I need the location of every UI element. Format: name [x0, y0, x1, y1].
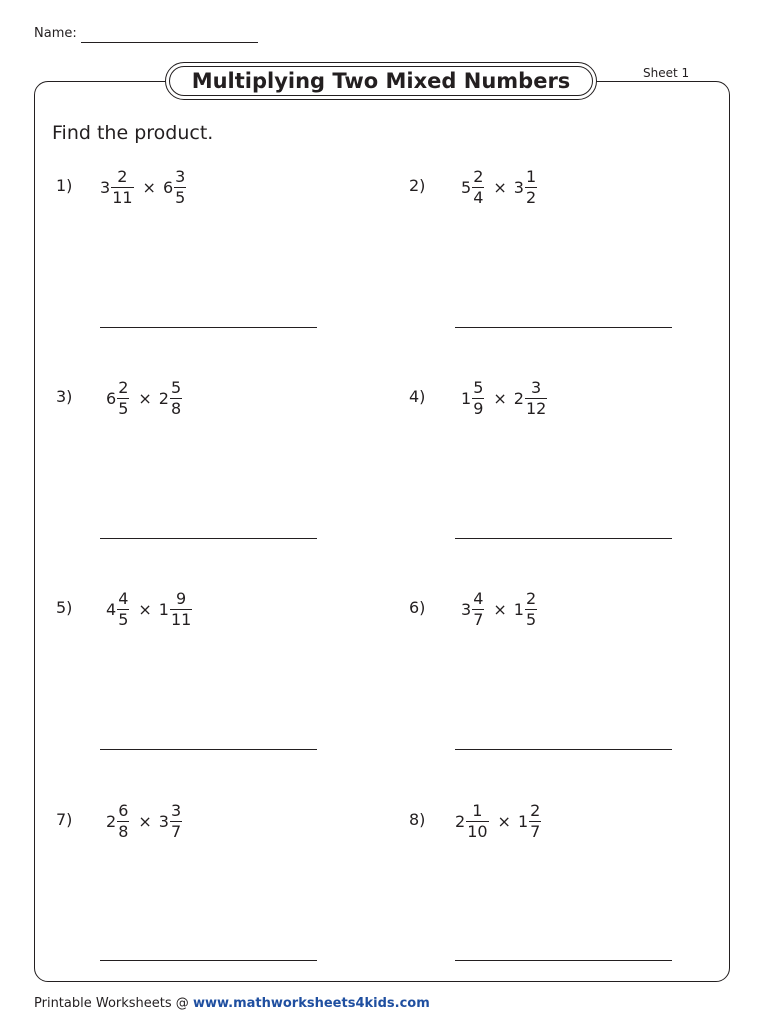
times-sign: × [493, 388, 507, 408]
answer-line-2[interactable] [455, 327, 672, 328]
denominator: 7 [170, 821, 182, 841]
name-label: Name: [34, 26, 77, 41]
whole-number: 3 [158, 811, 169, 831]
whole-number: 1 [461, 388, 472, 408]
problem-number: 3) [56, 387, 73, 406]
fraction [525, 588, 537, 629]
times-sign: × [138, 388, 152, 408]
denominator: 2 [525, 187, 537, 207]
whole-number: 3 [100, 177, 111, 197]
fraction [466, 800, 488, 841]
fraction [111, 166, 133, 207]
numerator: 4 [118, 588, 129, 608]
numerator: 9 [176, 588, 187, 608]
numerator: 1 [525, 166, 537, 186]
answer-line-8[interactable] [455, 960, 672, 961]
numerator: 5 [473, 377, 484, 397]
times-sign: × [497, 811, 511, 831]
denominator: 5 [175, 187, 186, 207]
times-sign: × [138, 599, 152, 619]
sheet-label: Sheet 1 [643, 66, 690, 80]
footer-prefix: Printable Worksheets @ [34, 996, 193, 1011]
answer-line-4[interactable] [455, 538, 672, 539]
whole-number: 6 [106, 388, 117, 408]
times-sign: × [493, 599, 507, 619]
problem-expression [461, 373, 549, 423]
numerator: 3 [170, 800, 182, 820]
denominator: 10 [467, 821, 488, 841]
numerator: 4 [473, 588, 484, 608]
fraction [472, 166, 484, 207]
problem-expression [461, 584, 539, 634]
whole-number: 1 [158, 599, 169, 619]
numerator: 2 [117, 166, 128, 186]
numerator: 2 [473, 166, 484, 186]
numerator: 2 [530, 800, 541, 820]
worksheet-title: Multiplying Two Mixed Numbers [191, 69, 571, 93]
denominator: 11 [112, 187, 133, 207]
title-banner [165, 62, 597, 100]
whole-number: 4 [106, 599, 117, 619]
denominator: 4 [473, 187, 484, 207]
problem-number: 1) [56, 176, 73, 195]
footer [34, 996, 430, 1011]
problem-expression [455, 796, 543, 846]
numerator: 5 [170, 377, 182, 397]
answer-line-7[interactable] [100, 960, 317, 961]
numerator: 2 [118, 377, 129, 397]
problem-number: 7) [56, 810, 73, 829]
numerator: 3 [175, 166, 186, 186]
problem-expression [106, 373, 184, 423]
denominator: 12 [525, 398, 547, 418]
denominator: 5 [525, 609, 537, 629]
denominator: 7 [473, 609, 484, 629]
problem-number: 2) [409, 176, 426, 195]
fraction [117, 588, 129, 629]
fraction [525, 166, 537, 207]
fraction [117, 800, 129, 841]
whole-number: 2 [158, 388, 169, 408]
whole-number: 3 [513, 177, 524, 197]
footer-link[interactable]: www.mathworksheets4kids.com [192, 996, 430, 1011]
answer-line-1[interactable] [100, 327, 317, 328]
fraction [529, 800, 541, 841]
whole-number: 1 [517, 811, 529, 831]
problem-number: 8) [409, 810, 426, 829]
fraction [472, 377, 484, 418]
answer-line-6[interactable] [455, 749, 672, 750]
whole-number: 3 [461, 599, 472, 619]
denominator: 8 [170, 398, 182, 418]
denominator: 11 [170, 609, 192, 629]
problem-expression [106, 584, 194, 634]
whole-number: 1 [513, 599, 524, 619]
instructions: Find the product. [52, 122, 214, 144]
whole-number: 2 [106, 811, 117, 831]
fraction [170, 588, 192, 629]
whole-number: 5 [461, 177, 472, 197]
fraction [170, 377, 182, 418]
answer-line-3[interactable] [100, 538, 317, 539]
fraction [174, 166, 186, 207]
denominator: 8 [118, 821, 129, 841]
numerator: 6 [118, 800, 129, 820]
numerator: 3 [531, 377, 542, 397]
numerator: 2 [525, 588, 537, 608]
answer-line-5[interactable] [100, 749, 317, 750]
name-line[interactable] [81, 42, 258, 43]
numerator: 1 [472, 800, 483, 820]
problem-expression [461, 162, 539, 212]
times-sign: × [138, 811, 152, 831]
fraction [472, 588, 484, 629]
times-sign: × [493, 177, 507, 197]
denominator: 7 [530, 821, 541, 841]
fraction [525, 377, 547, 418]
denominator: 5 [118, 609, 129, 629]
problem-expression [106, 796, 184, 846]
problem-expression [100, 162, 188, 212]
denominator: 9 [473, 398, 484, 418]
whole-number: 2 [455, 811, 466, 831]
problem-number: 6) [409, 598, 426, 617]
denominator: 5 [118, 398, 129, 418]
whole-number: 6 [162, 177, 174, 197]
problem-number: 5) [56, 598, 73, 617]
fraction [170, 800, 182, 841]
whole-number: 2 [513, 388, 524, 408]
times-sign: × [142, 177, 156, 197]
problem-number: 4) [409, 387, 426, 406]
fraction [117, 377, 129, 418]
worksheet-frame [34, 81, 730, 982]
